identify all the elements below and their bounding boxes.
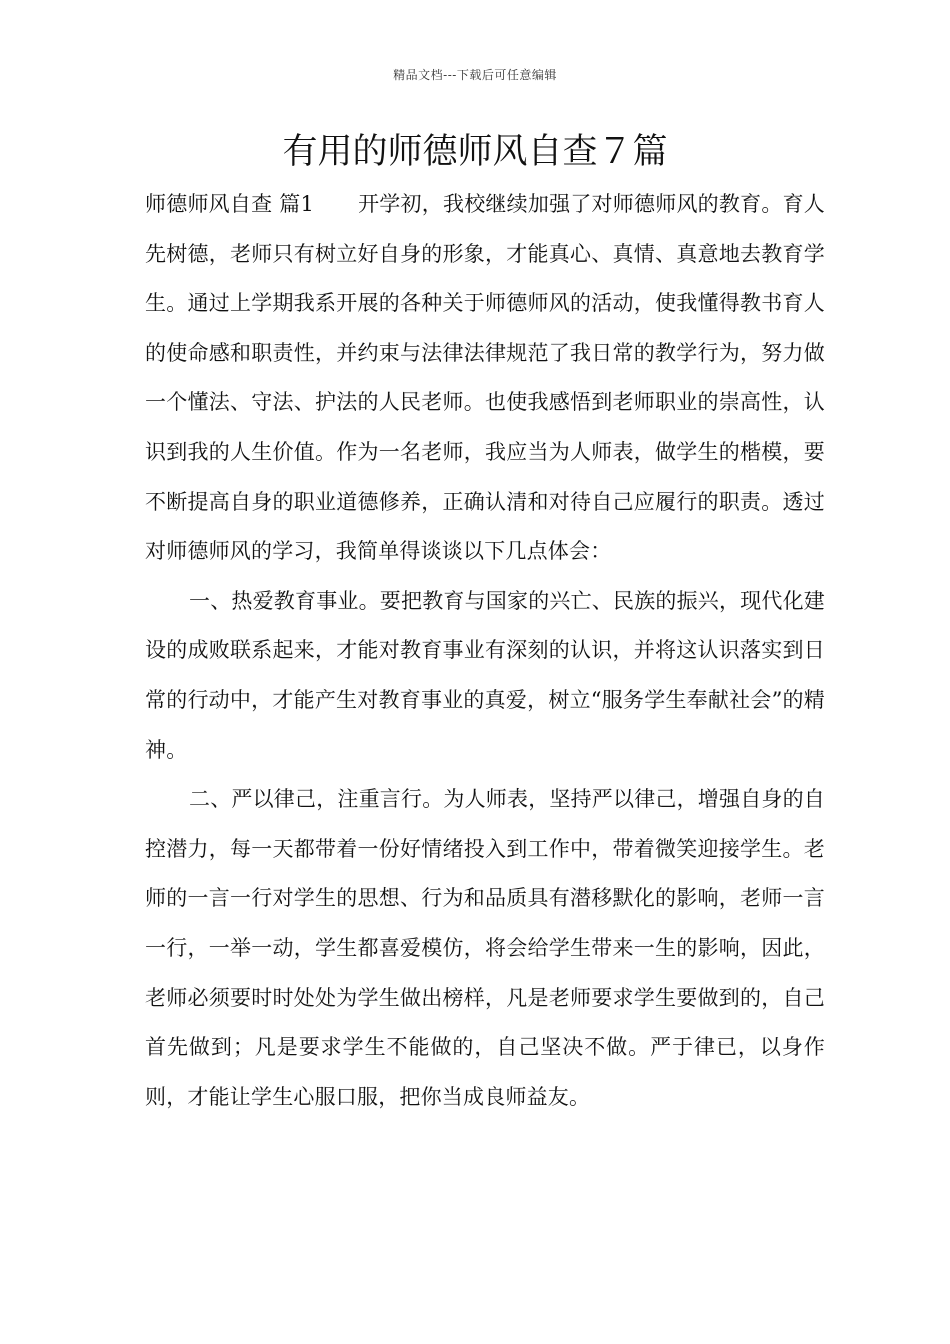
paragraph-intro-text: 开学初，我校继续加强了对师德师风的教育。育人先树德，老师只有树立好自身的形象，才能真心、真情、真意地去教育学生。通过上学期我系开展的各种关于师德师风的活动，使我懂得教书育人的使命感和职责性，并约束与法律法律规范了我日常的教学行为，努力做一个懂法、守法、护法的人民老师。也使我感悟到老师职业的崇高性，认识到我的人生价值。作为一名老师，我应当为人师表，做学生的楷模，要不断提高自身的职业道德修养，正确认清和对待自己应履行的职责。透过对师德师风的学习，我简单得谈谈以下几点体会： <box>145 192 825 564</box>
paragraph-point-2: 二、严以律己，注重言行。为人师表，坚持严以律己，增强自身的自控潜力，每一天都带着一份好情绪投入到工作中，带着微笑迎接学生。老师的一言一行对学生的思想、行为和品质具有潜移默化的影响，老师一言一行，一举一动，学生都喜爱模仿，将会给学生带来一生的影响，因此，老师必须要时时处处为学生做出榜样，凡是老师要求学生要做到的，自己首先做到；凡是要求学生不能做的，自己坚决不做。严于律已，以身作则，才能让学生心服口服，把你当成良师益友。 <box>145 787 825 1109</box>
paragraph-intro <box>145 180 825 577</box>
header-note: 精品文档---下载后可任意编辑 <box>393 68 557 82</box>
document-title: 有用的师德师风自查７篇 <box>282 132 668 172</box>
document-body <box>145 180 825 1122</box>
section-label: 师德师风自查 篇1 <box>145 192 315 216</box>
paragraph-point-1: 一、热爱教育事业。要把教育与国家的兴亡、民族的振兴，现代化建设的成败联系起来，才能对教育事业有深刻的认识，并将这认识落实到日常的行动中，才能产生对教育事业的真爱，树立“服务学生奉献社会”的精神。 <box>145 588 825 762</box>
